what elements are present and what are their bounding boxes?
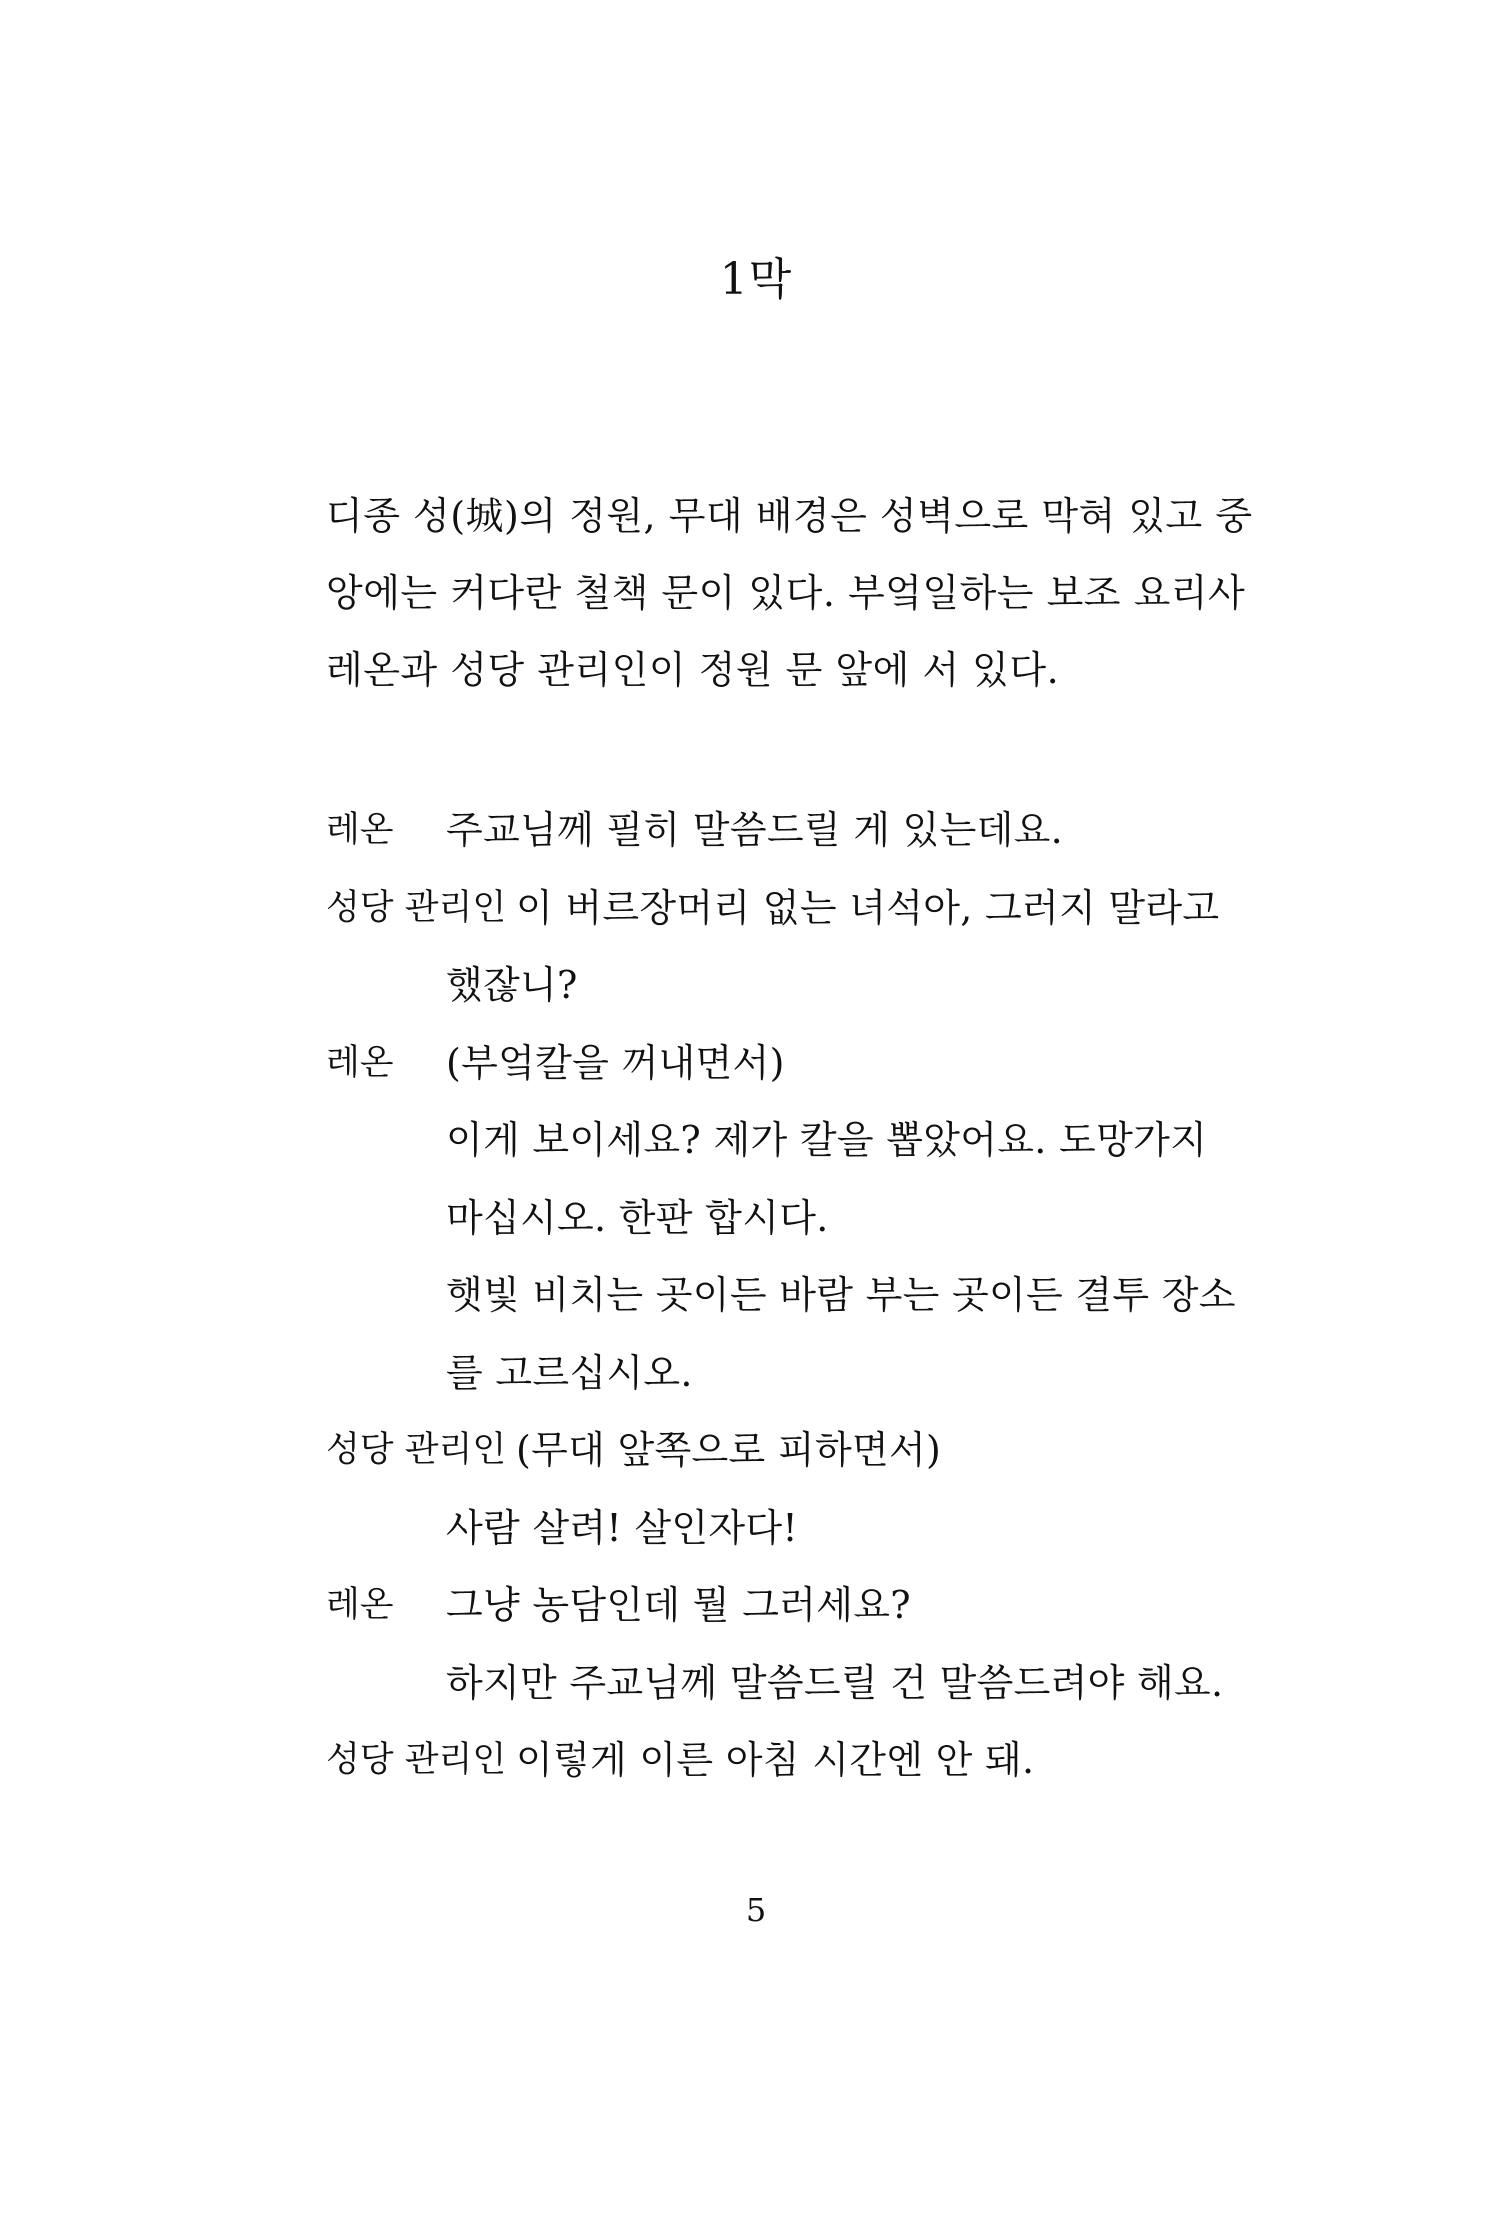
dialogue-text: 이렇게 이른 아침 시간엔 안 돼. (516, 1738, 1035, 1782)
speaker-name: 레온 (326, 1042, 394, 1083)
dialogue-text: 이 버르장머리 없는 녀석아, 그러지 말라고 (516, 885, 1220, 930)
stage-direction-line: 앙에는 커다란 철책 문이 있다. 부엌일하는 보조 요리사 (326, 571, 1246, 615)
dialogue-line (326, 947, 1246, 1025)
dialogue-line (326, 1412, 1246, 1490)
dialogue-line (326, 1257, 1246, 1335)
stage-direction (326, 478, 1253, 709)
page-number: 5 (745, 1891, 767, 1929)
dialogue-line (326, 1490, 1246, 1568)
dialogue-text: 이게 보이세요? 제가 칼을 뽑았어요. 도망가지 (446, 1118, 1208, 1162)
stage-direction-line: 디종 성(城)의 정원, 무대 배경은 성벽으로 막혀 있고 중 (326, 494, 1253, 538)
dialogue-line (326, 1567, 1246, 1645)
dialogue-line (326, 1335, 1246, 1413)
dialogue-text: 했잖니? (446, 963, 578, 1007)
dialogue-text: 마십시오. 한판 합시다. (446, 1195, 829, 1240)
speaker-name: 레온 (326, 1585, 394, 1625)
speaker-name: 레온 (326, 810, 394, 850)
dialogue-line (326, 1025, 1246, 1103)
dialogue-text: 를 고르십시오. (446, 1350, 693, 1395)
dialogue-line (326, 1645, 1246, 1723)
speaker-name: 성당 관리인 (326, 887, 507, 928)
stage-direction-line: 레온과 성당 관리인이 정원 문 앞에 서 있다. (326, 648, 1060, 692)
dialogue-text: 그냥 농담인데 뭘 그러세요? (446, 1583, 911, 1627)
dialogue-text: 햇빛 비치는 곳이든 바람 부는 곳이든 결투 장소 (446, 1273, 1236, 1317)
dialogue-text: 사람 살려! 살인자다! (446, 1505, 798, 1550)
dialogue-line (326, 870, 1246, 948)
dialogue-block (326, 792, 1246, 1800)
speaker-name: 성당 관리인 (326, 1740, 507, 1780)
speaker-name: 성당 관리인 (326, 1430, 507, 1470)
dialogue-text: (무대 앞쪽으로 피하면서) (516, 1428, 942, 1472)
dialogue-text: 주교님께 필히 말씀드릴 게 있는데요. (446, 808, 1064, 852)
dialogue-line (326, 1180, 1246, 1258)
dialogue-text: 하지만 주교님께 말씀드릴 건 말씀드려야 해요. (446, 1660, 1224, 1705)
dialogue-line (326, 1722, 1246, 1800)
dialogue-text: (부엌칼을 꺼내면서) (446, 1040, 785, 1085)
dialogue-line (326, 792, 1246, 870)
dialogue-line (326, 1102, 1246, 1180)
act-title: 1막 (719, 254, 793, 305)
